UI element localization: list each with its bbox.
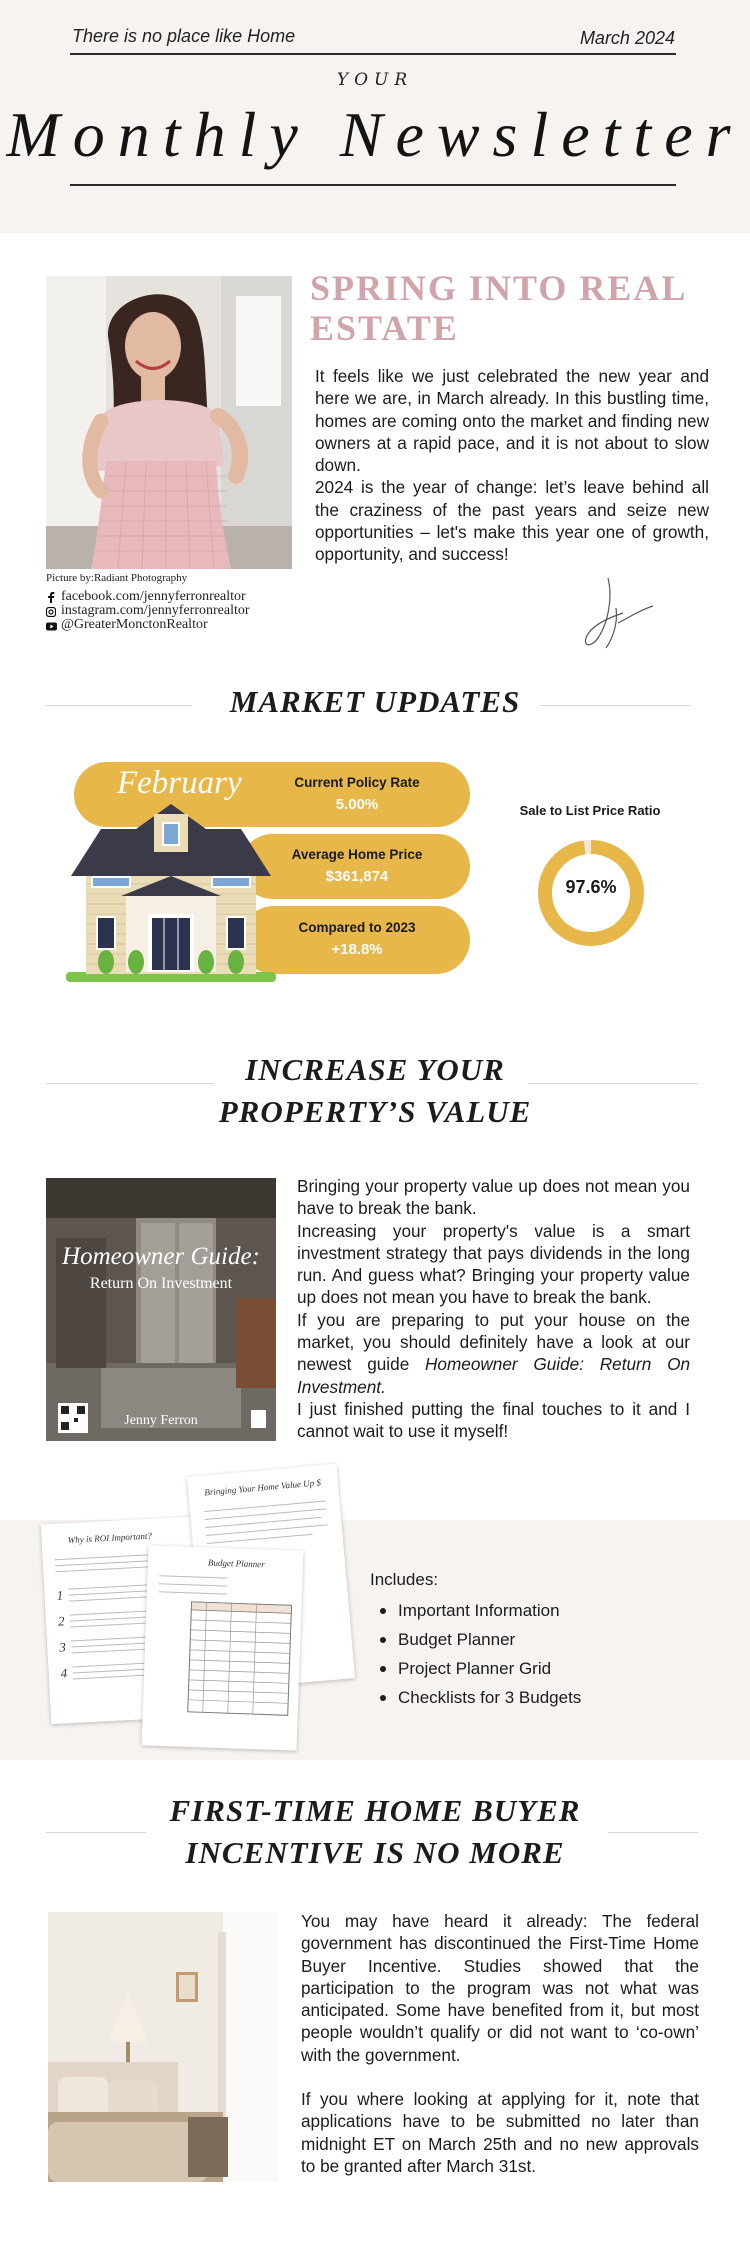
ratio-value: 97.6% (565, 877, 617, 897)
stat-label: Compared to 2023 (298, 920, 416, 935)
house-illustration (66, 804, 276, 982)
property-value-title (0, 1049, 750, 1133)
property-body (297, 1175, 690, 1443)
property-paragraph: Bringing your property value up does not mean you have to break the bank. (297, 1176, 690, 1219)
first-time-buyer-title (0, 1790, 750, 1874)
first-time-body (301, 1910, 699, 2177)
living-room-photo (48, 1912, 278, 2182)
intro-paragraph: 2024 is the year of change: let’s leave behind all the craziness of the past years and seize new opportunities – let's make this year one of growth, opportunity, and success! (315, 477, 709, 565)
instagram-icon (46, 606, 56, 616)
includes-label: Includes: (370, 1570, 439, 1589)
property-paragraph-text: If you are preparing to put your house on the market, you should definitely have a look at our newest guide (297, 1309, 690, 1375)
guide-brand: Jenny Ferron (124, 1413, 198, 1428)
guide-page-title: Why is ROI Important? (67, 1530, 153, 1546)
tagline: There is no place like Home (72, 26, 296, 46)
property-paragraph: I just finished putting the final touches to it and I cannot wait to use it myself! (297, 1398, 690, 1442)
property-title-line2: PROPERTY’S VALUE (218, 1094, 532, 1129)
property-title-line1: INCREASE YOUR (245, 1052, 505, 1087)
first-time-paragraph: If you where looking at applying for it, note that applications have to be submitted no later than midnight ET on March 25th and no new approvals to be granted after March 31st. (301, 2089, 699, 2176)
stat-value: 5.00% (335, 796, 379, 813)
signature-image (578, 568, 668, 658)
realtor-photo (46, 276, 292, 569)
month-label: February (117, 765, 242, 801)
ratio-label: Sale to List Price Ratio (519, 803, 661, 818)
youtube-link[interactable]: @GreaterMonctonRealtor (61, 617, 208, 632)
svg-text:2: 2 (57, 1613, 65, 1629)
svg-text:4: 4 (60, 1665, 68, 1681)
paragraph-spacer (301, 2066, 699, 2088)
includes-item: Checklists for 3 Budgets (378, 1683, 581, 1712)
property-paragraph (297, 1309, 690, 1398)
includes-item: Project Planner Grid (378, 1654, 581, 1683)
stat-label: Current Policy Rate (294, 775, 420, 790)
svg-text:1: 1 (56, 1587, 64, 1603)
instagram-link[interactable]: instagram.com/jennyferronrealtor (61, 603, 250, 618)
intro-paragraph: It feels like we just celebrated the new year and here we are, in March already. In this bustling time, homes are coming onto the market and finding new owners at a rapid pace, and it is not about to slow down. (315, 366, 709, 476)
newsletter-title: Monthly Newsletter (6, 99, 744, 170)
includes-list (378, 1596, 581, 1712)
homeowner-guide-cover (46, 1178, 276, 1441)
includes-item: Important Information (378, 1596, 581, 1625)
guide-name-emphasis: Homeowner Guide: Return On Investment. (297, 1354, 691, 1397)
intro-heading-line2: ESTATE (310, 308, 459, 348)
market-updates-title: MARKET UPDATES (229, 684, 521, 719)
header-kicker: YOUR (336, 70, 414, 90)
guide-page-title: Bringing Your Home Value Up $ (203, 1477, 322, 1498)
stat-value: +18.8% (331, 941, 383, 958)
facebook-link[interactable]: facebook.com/jennyferronrealtor (61, 589, 246, 604)
guide-subtitle: Return On Investment (89, 1275, 233, 1292)
intro-heading (310, 268, 710, 348)
header-divider-top (70, 53, 676, 55)
guide-title: Homeowner Guide: (62, 1243, 260, 1270)
intro-body (315, 365, 709, 566)
newsletter-header (0, 0, 750, 233)
facebook-icon (46, 592, 56, 602)
photo-credit: Picture by:Radiant Photography (46, 572, 188, 584)
issue-date: March 2024 (579, 28, 675, 48)
first-time-paragraph: You may have heard it already: The federal government has discontinued the First-Time Home Buyer Incentive. Studies showed that the participation to the program was not what was anticipated. Some have benefited from it, but most people wouldn’t qualify or did not want to ‘co-own’ with the government. (301, 1911, 699, 2065)
svg-text:3: 3 (58, 1639, 67, 1655)
stat-value: $361,874 (325, 868, 389, 885)
intro-heading-line1: SPRING INTO REAL (310, 268, 688, 308)
social-youtube[interactable] (46, 617, 208, 633)
property-paragraph: Increasing your property's value is a smart investment strategy that pays dividends in the long run. And guess what? Bringing your property value up does not mean you have to break the bank. (297, 1220, 690, 1308)
youtube-icon (46, 620, 56, 630)
first-time-title-line1: FIRST-TIME HOME BUYER (169, 1793, 581, 1828)
includes-item: Budget Planner (378, 1625, 581, 1654)
guide-page-budget-planner (142, 1545, 304, 1750)
stat-label: Average Home Price (291, 847, 423, 862)
guide-page-title: Budget Planner (207, 1557, 265, 1570)
first-time-title-line2: INCENTIVE IS NO MORE (185, 1835, 565, 1870)
header-divider-bottom (70, 184, 676, 186)
